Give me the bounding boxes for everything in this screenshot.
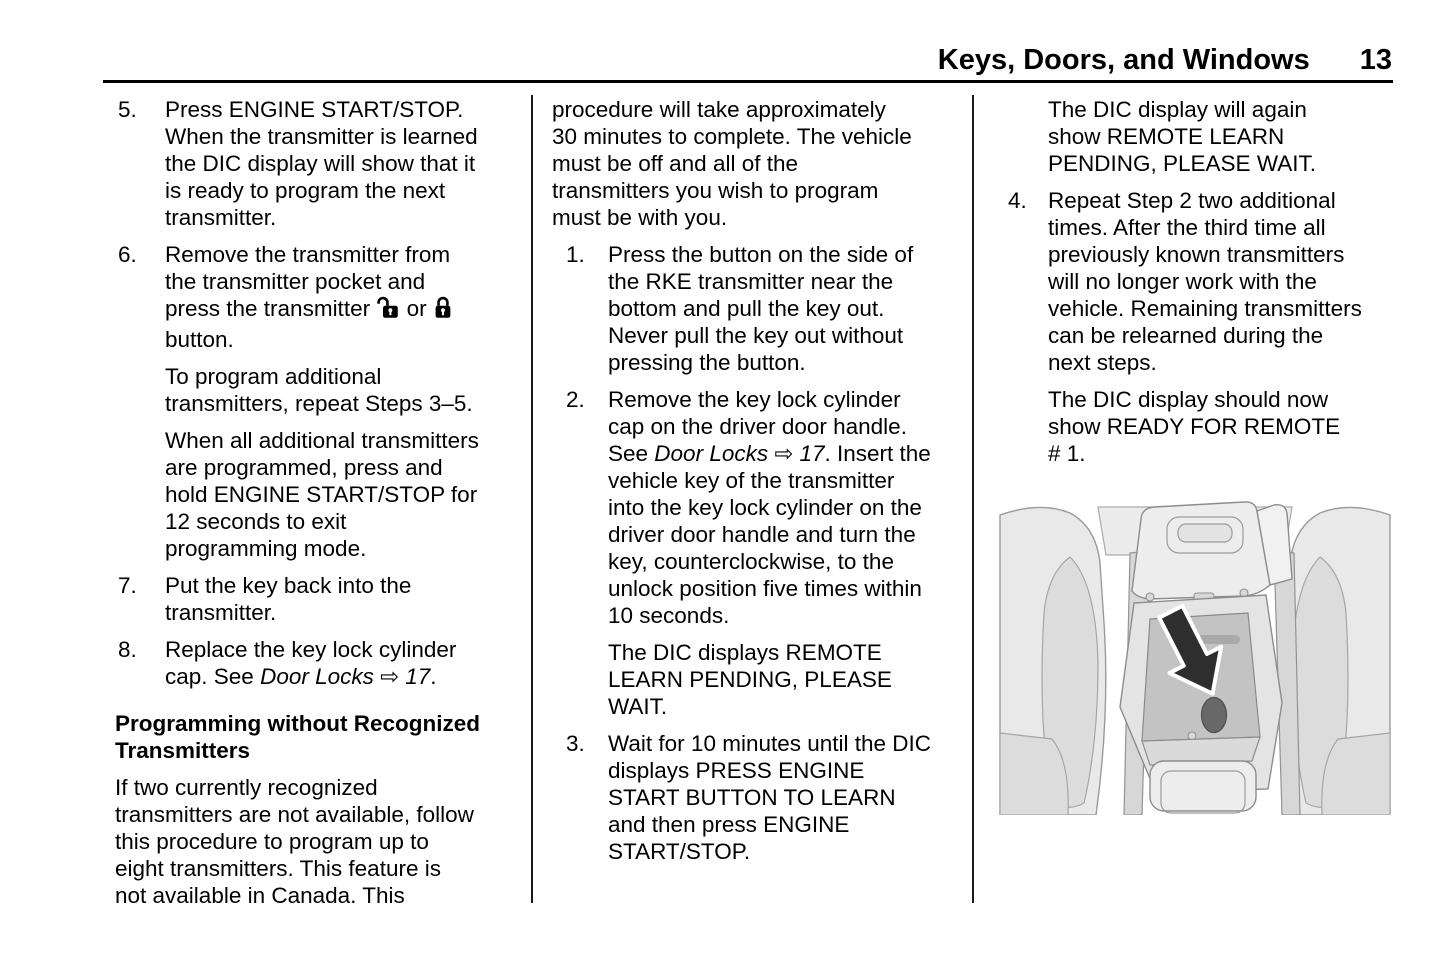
- console-lid: [1132, 502, 1292, 609]
- seat-right: [1284, 507, 1390, 815]
- section-title: Keys, Doors, and Windows: [937, 44, 1310, 76]
- step-7: [115, 572, 507, 626]
- page-ref-arrow-icon: ⇨: [774, 441, 794, 466]
- step-4: [998, 187, 1392, 376]
- cross-reference-label: Door Locks: [260, 664, 374, 689]
- step-number: 5.: [118, 97, 137, 122]
- page-header: [938, 44, 1392, 76]
- step-text: [608, 386, 935, 629]
- step-6-note-2: When all additional transmitters are programmed, press and hold ENGINE START/STOP for 12 seconds to exit programming mode.: [165, 428, 479, 561]
- step-6: [115, 241, 507, 353]
- column-2: [552, 96, 948, 865]
- step-number: 6.: [118, 242, 137, 267]
- step-2-note: The DIC displays REMOTE LEARN PENDING, PLEASE WAIT.: [608, 640, 892, 719]
- paragraph: If two currently recognized transmitters are not available, follow this procedure to program up to eight transmitters. This feature is not available in Canada. This: [115, 775, 474, 908]
- step-text: [165, 636, 483, 690]
- cross-reference-label: 17: [405, 664, 431, 689]
- step-text: [165, 241, 483, 353]
- paragraph: procedure will take approximately 30 minutes to complete. The vehicle must be off and all of the transmitters you wish to program must be with you.: [552, 97, 912, 230]
- column-divider-2: [972, 95, 974, 903]
- step-number: 1.: [566, 242, 585, 267]
- step-8: [115, 636, 507, 690]
- step-number: 3.: [566, 731, 585, 756]
- step-number: 8.: [118, 637, 137, 662]
- step-6-note-1: To program additional transmitters, repeat Steps 3–5.: [165, 364, 473, 416]
- text-segment: . Insert the vehicle key of the transmitter into the key lock cylinder on the driver door handle and turn the key, counterclockwise, to the unlock position five times within 10 seconds.: [608, 441, 931, 628]
- text-segment: Remove the key lock cylinder cap on the driver door handle. See: [608, 387, 907, 466]
- step-text: Press ENGINE START/STOP. When the transmitter is learned the DIC display will show that it is ready to program the next transmitter.: [165, 97, 478, 230]
- seat-left: [1000, 507, 1106, 815]
- step-text: Wait for 10 minutes until the DIC displays PRESS ENGINE START BUTTON TO LEARN and then press ENGINE START/STOP.: [608, 731, 932, 864]
- step-text: Repeat Step 2 two additional times. After the third time all previously known transmitters will no longer work with the vehicle. Remaining transmitters can be relearned during the next steps.: [1048, 188, 1362, 375]
- center-console-illustration: [998, 493, 1392, 815]
- step-5: [115, 96, 507, 231]
- text-segment: .: [430, 664, 437, 689]
- column-divider-1: [531, 95, 533, 903]
- step-4-note: The DIC display should now show READY FOR REMOTE # 1.: [1048, 387, 1341, 466]
- unlock-icon: [376, 296, 400, 326]
- page-number: 13: [1359, 44, 1392, 76]
- transmitter-pocket: [1202, 698, 1227, 733]
- console-body: [1120, 595, 1282, 813]
- page-ref-arrow-icon: ⇨: [380, 664, 399, 689]
- text-segment: Replace the key lock cylinder cap. See: [165, 637, 457, 689]
- step-text: Press the button on the side of the RKE transmitter near the bottom and pull the key out. Never pull the key out without pressing the button.: [608, 242, 914, 375]
- column-3: [998, 96, 1392, 815]
- cross-reference-label: 17: [799, 441, 825, 466]
- text-segment: or: [400, 296, 433, 321]
- step-number: 2.: [566, 387, 585, 412]
- step-1: [552, 241, 948, 376]
- section-heading: Programming without Recognized Transmitters: [115, 711, 481, 763]
- column-1: [115, 96, 507, 909]
- header-rule: [103, 80, 1393, 83]
- lock-icon: [433, 296, 453, 326]
- text-segment: button.: [165, 327, 234, 352]
- step-2: [552, 386, 948, 629]
- step-3-note: The DIC display will again show REMOTE LEARN PENDING, PLEASE WAIT.: [1048, 97, 1316, 176]
- cross-reference-label: Door Locks: [654, 441, 769, 466]
- step-3: [552, 730, 948, 865]
- text-segment: Remove the transmitter from the transmitter pocket and press the transmitter: [165, 242, 451, 321]
- step-number: 7.: [118, 573, 137, 598]
- step-number: 4.: [1008, 188, 1027, 213]
- step-text: Put the key back into the transmitter.: [165, 573, 412, 625]
